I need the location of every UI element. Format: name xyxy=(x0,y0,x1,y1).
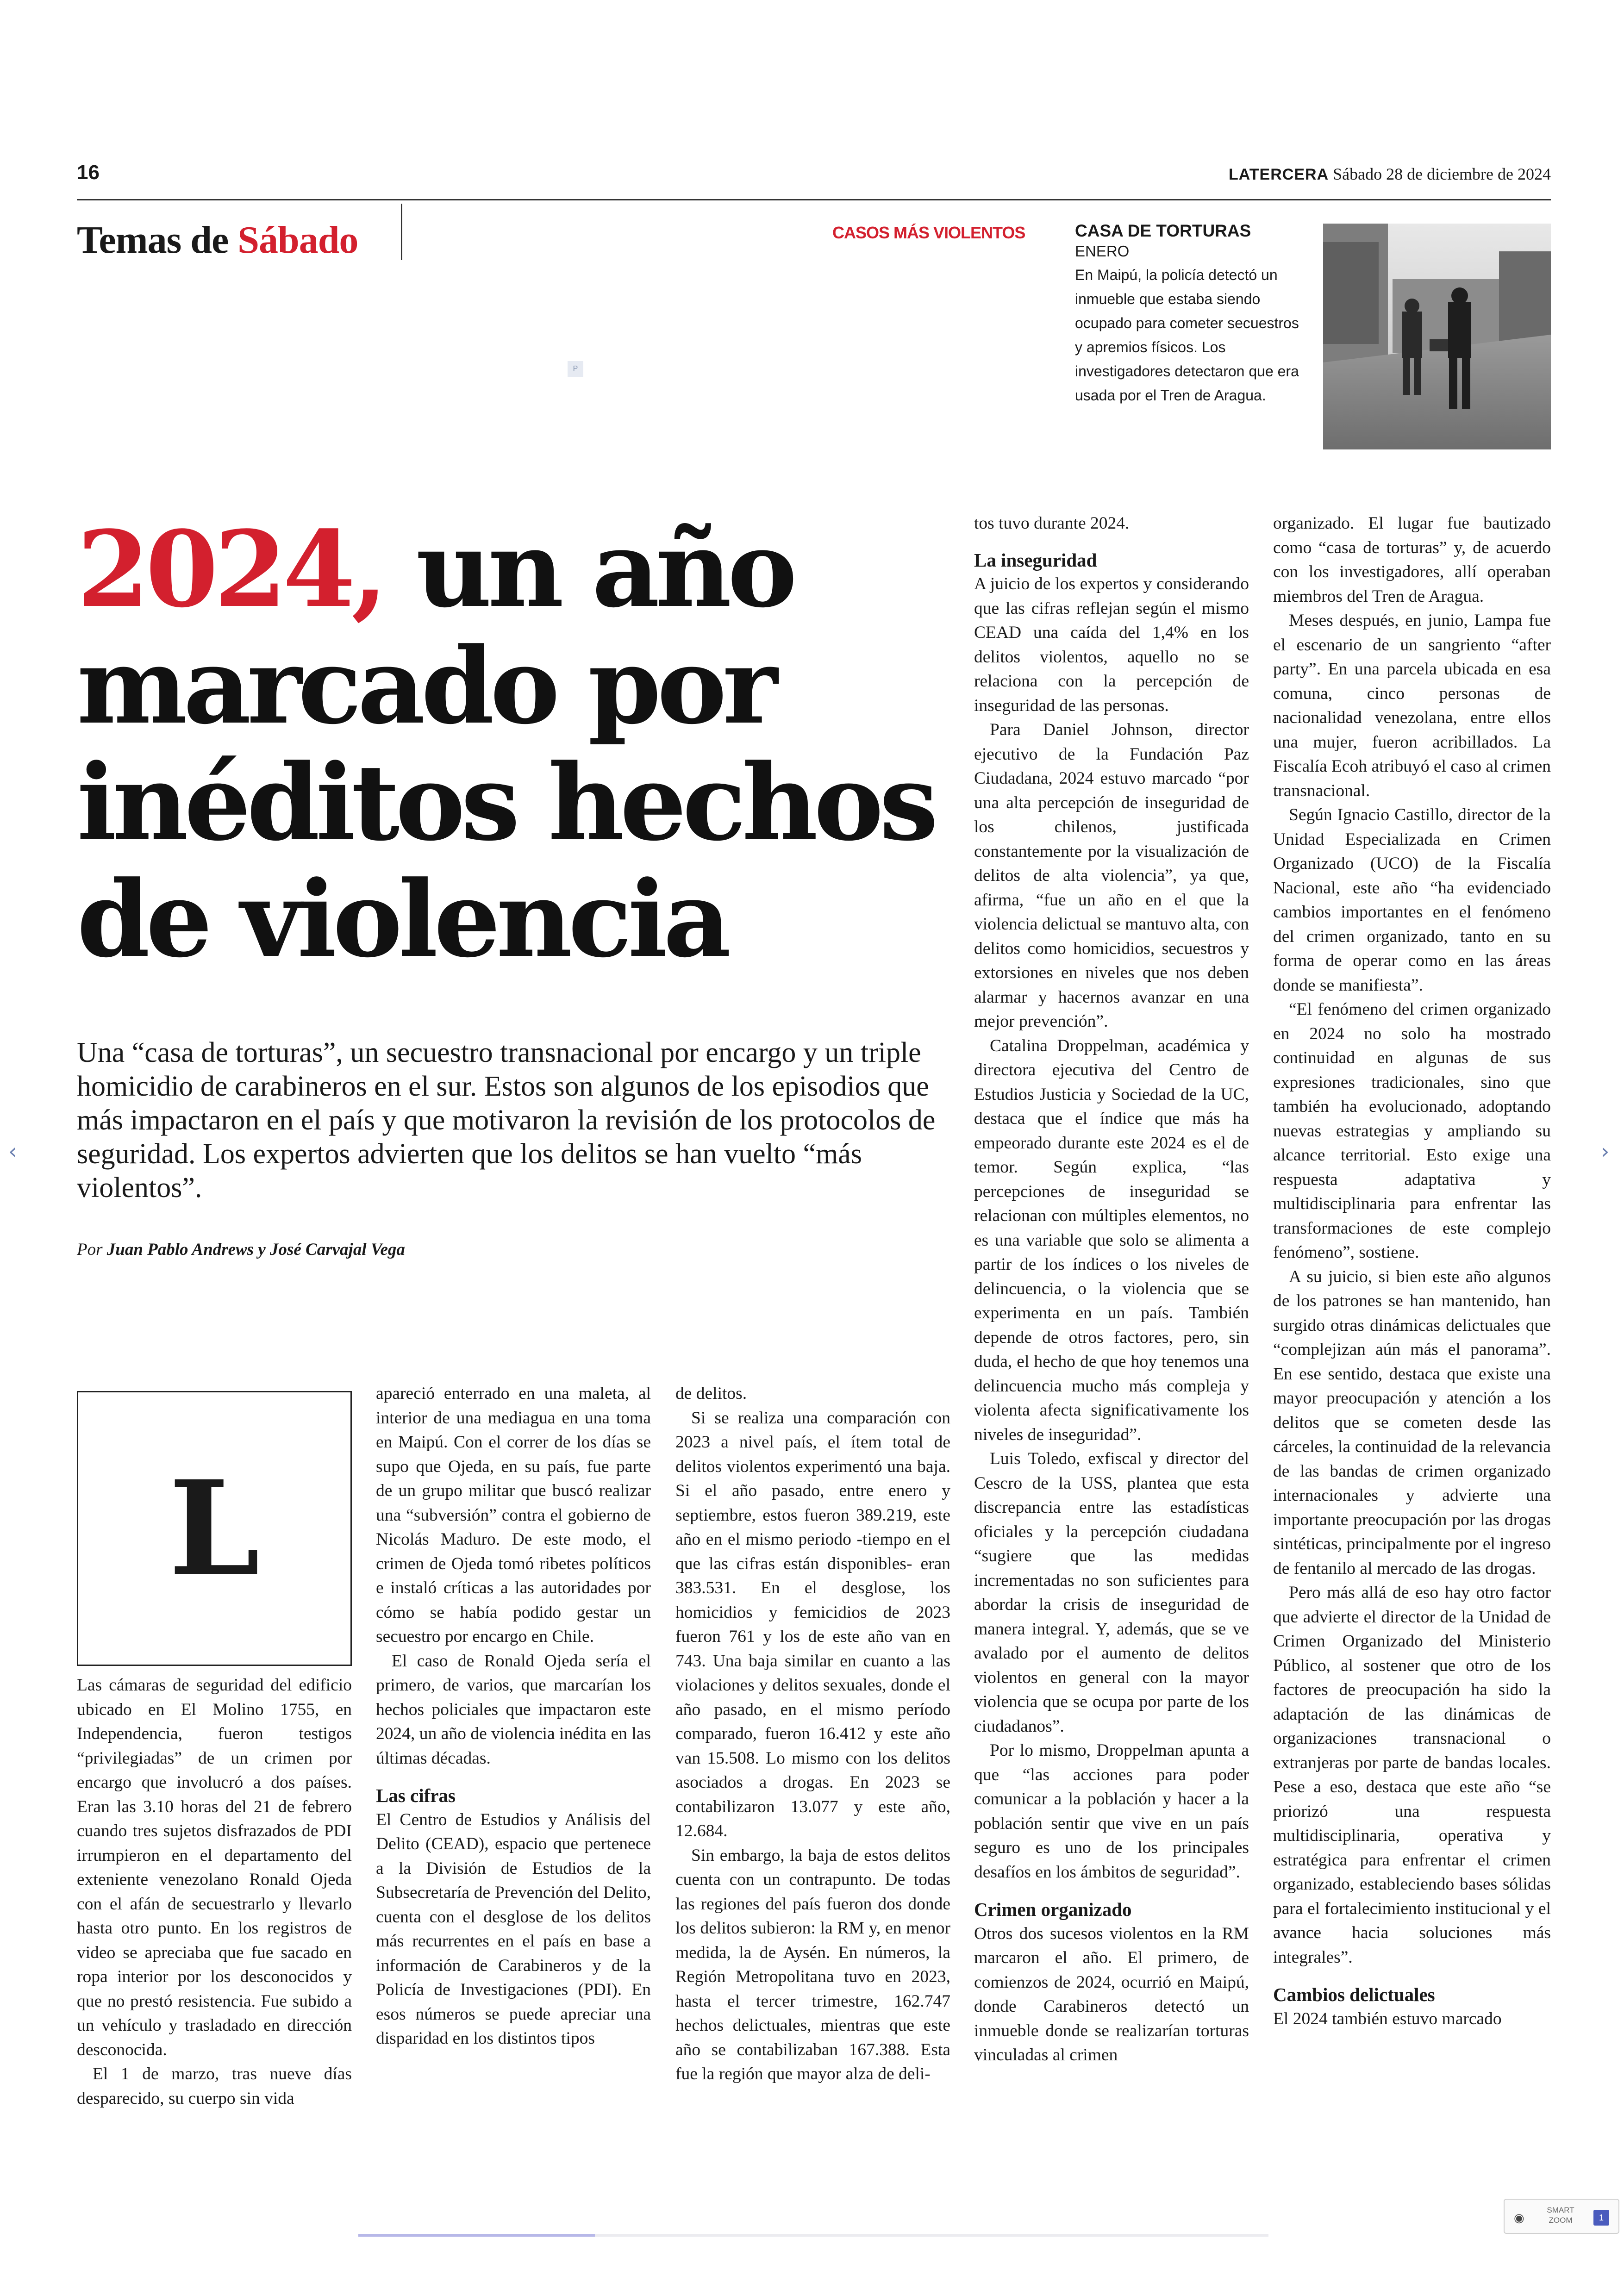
eye-icon: ◉ xyxy=(1514,2211,1524,2225)
paragraph: “El fenómeno del crimen organizado en 2024 no solo ha mostrado continuidad en algunas de sus expresiones tradicionales, sino que también ha evolucionado, adoptando nuevas estrategias y ampliando su alcance territorial. Esto exige una respuesta adaptativa y multidisciplinaria para enfrentar las transformaciones de este complejo fenómeno”, sostiene. xyxy=(1273,1000,1551,1262)
section-title-part1: Temas de xyxy=(77,218,229,262)
section-title xyxy=(77,218,358,262)
article-column-1 xyxy=(77,1673,352,2111)
paragraph: Meses después, en junio, Lampa fue el escenario de un sangriento “after party”. En una parcela ubicada en esa comuna, cinco personas de nacionalidad venezolana, entre ellos una mujer, fueron acribillados. La Fiscalía Ecoh atribuyó el caso al crimen transnacional. xyxy=(1273,611,1551,800)
smart-zoom-label xyxy=(1540,2205,1581,2226)
article-column-2 xyxy=(376,1382,651,2051)
police-photo xyxy=(1323,224,1551,449)
article-column-4 xyxy=(974,511,1249,2068)
paragraph: Las cámaras de seguridad del edificio ubicado en El Molino 1755, en Independencia, fueron testigos “privilegiadas” de un crimen por encargo que involucró a dos países. Eran las 3.10 horas del 21 de febrero cuando tres sujetos disfrazados de PDI irrumpieron en el departamento del exteniente venezolano Ronald Ojeda con el afán de secuestrarlo y llevarlo hasta otro punto. En los registros de video se apreciaba que fue sacado en ropa interior por los desconocidos y que no prestó resistencia. Fue subido a un vehículo y trasladado en dirección desconocida. xyxy=(77,1676,352,2059)
smart-zoom-label-line1: SMART xyxy=(1547,2206,1574,2214)
paragraph: Para Daniel Johnson, director ejecutivo de la Fundación Paz Ciudadana, 2024 estuvo marcado “por una alta percepción de inseguridad de los chilenos, justificada constantemente por la visualización de delitos de alta violencia”, ya que, afirma, “fue un año en el que la violencia delictual se mantuvo alta, con delitos como homicidios, secuestros y extorsiones en niveles que nos deben alarmar y hacernos avanzar en una mejor prevención”. xyxy=(974,720,1249,1031)
byline-prefix: Por xyxy=(77,1240,103,1259)
sidebar-photo xyxy=(1323,224,1551,449)
subheading-crimen-organizado: Crimen organizado xyxy=(974,1899,1132,1920)
paragraph: A juicio de los expertos y considerando que las cifras reflejan según el mismo CEAD una caída del 1,4% en los delitos violentos, aquello no se relaciona con la percepción de inseguridad de las personas. xyxy=(974,574,1249,715)
paragraph: Catalina Droppelman, académica y directora ejecutiva del Centro de Estudios Justicia y Sociedad de la UC, destaca que el índice que más ha empeorado durante este 2024 es el de temor. Según explica, “las percepciones de inseguridad se relacionan con múltiples elementos, no es una variable que solo se alimenta a partir de los índices o los niveles de delincuencia, o la violencia que se experimenta en un país. También depende de otros factores, pero, sin duda, el hecho de que hoy tenemos una delincuencia mucho más compleja y violenta afecta significativamente los niveles de inseguridad”. xyxy=(974,1036,1249,1444)
zoom-page-badge: 1 xyxy=(1593,2210,1609,2226)
smart-zoom-label-line2: ZOOM xyxy=(1549,2216,1573,2225)
paragraph: El 1 de marzo, tras nueve días desparecido, su cuerpo sin vida xyxy=(77,2064,352,2108)
paragraph: El 2024 también estuvo marcado xyxy=(1273,2009,1502,2028)
sidebar-text: En Maipú, la policía detectó un inmueble que estaba siendo ocupado para cometer secuestros y apremios físicos. Los investigadores detectaron que era usada por el Tren de Aragua. xyxy=(1075,267,1299,404)
paragraph: A su juicio, si bien este año algunos de los patrones se han mantenido, han surgido otras dinámicas delictuales que “complejizan aún más el panorama”. En ese sentido, destaca que existe una mayor preocupación y atención a los delitos que se cometen desde las cárceles, la continuidad de la relevancia de las bandas de crimen organizado internacionales y advierte una importante preocupación por las drogas sintéticas, principalmente por el ingreso de fentanilo al mercado de las drogas. xyxy=(1273,1267,1551,1578)
page-marker-icon[interactable]: P xyxy=(568,361,583,377)
sidebar-title: CASA DE TORTURAS xyxy=(1075,221,1251,240)
next-page-icon[interactable]: › xyxy=(1601,1139,1610,1164)
byline-authors: Juan Pablo Andrews y José Carvajal Vega xyxy=(106,1240,405,1259)
subheading-las-cifras: Las cifras xyxy=(376,1785,456,1806)
previous-page-icon[interactable]: ‹ xyxy=(8,1139,17,1164)
newspaper-brand: LATERCERA xyxy=(1228,166,1329,183)
paragraph: apareció enterrado en una maleta, al interior de una mediagua en una toma en Maipú. Con el correr de los días se supo que Ojeda, en su país, fue parte de un grupo militar que buscó realizar una “subversión” contra el gobierno de Nicolás Maduro. De este modo, el crimen de Ojeda tomó ribetes políticos e instaló críticas a las autoridades por cómo se había podido gestar un secuestro por encargo en Chile. xyxy=(376,1384,651,1646)
issue-date: Sábado 28 de diciembre de 2024 xyxy=(1333,165,1551,183)
paragraph: Por lo mismo, Droppelman apunta a que “las acciones para poder comunicar a la población y hacer a la población sentir que vive en un país seguro es uno de los principales desafíos en los ámbitos de seguridad”. xyxy=(974,1741,1249,1882)
section-title-part2: Sábado xyxy=(237,218,358,262)
article-headline xyxy=(77,508,956,981)
paragraph: de delitos. xyxy=(675,1384,747,1403)
byline xyxy=(77,1240,405,1260)
sidebar-tag: CASOS MÁS VIOLENTOS xyxy=(832,223,1025,242)
paragraph: Pero más allá de eso hay otro factor que advierte el director de la Unidad de Crimen Organizado del Ministerio Público, al sostener que otro de los factores de preocupación ha sido la adaptación de las dinámicas de organizaciones transnacional o extranjeras por parte de bandas locales. Pese a eso, destaca que este año “se priorizó una respuesta multidisciplinaria, operativa y estratégica para enfrentar el crimen organizado, estableciendo bases sólidas para el fortalecimiento institucional y el avance hacia soluciones más integrales”. xyxy=(1273,1583,1551,1967)
page-number: 16 xyxy=(77,161,100,184)
paragraph: El Centro de Estudios y Análisis del Delito (CEAD), espacio que pertenece a la División de Estudios de la Subsecretaría de Prevención del Delito, cuenta con el desglose de los delitos más recurrentes en el país en base a información de Carabineros y de la Policía de Investigaciones (PDI). En esos números se puede apreciar una disparidad en los distintos tipos xyxy=(376,1810,651,2048)
paragraph: Sin embargo, la baja de estos delitos cuenta con un contrapunto. De todas las regiones del país fueron dos donde los delitos subieron: la RM y, en menor medida, la de Aysén. En números, la Región Metropolitana tuvo en 2023, hasta el tercer trimestre, 162.747 hechos delictuales, mientras que este año se contabilizaban 167.388. Esta fue la región que mayor alza de deli- xyxy=(675,1846,950,2083)
section-divider xyxy=(401,204,402,260)
smart-zoom-button[interactable] xyxy=(1504,2199,1619,2234)
subheading-cambios-delictuales: Cambios delictuales xyxy=(1273,1984,1435,2005)
article-lede: Una “casa de torturas”, un secuestro transnacional por encargo y un triple homicidio de carabineros en el sur. Estos son algunos de los episodios que más impactaron en el país y que motivaron la revisión de los protocolos de seguridad. Los expertos advierten que los delitos se han vuelto “más violentos”. xyxy=(77,1037,936,1204)
paragraph: El caso de Ronald Ojeda sería el primero, de varios, que marcarían los hechos policiales que impactaron este 2024, un año de violencia inédita en las últimas décadas. xyxy=(376,1651,651,1768)
paragraph: tos tuvo durante 2024. xyxy=(974,514,1130,533)
paragraph: Luis Toledo, exfiscal y director del Cescro de la USS, plantea que esta discrepancia entre las estadísticas oficiales y la percepción ciudadana “sugiere que las medidas incrementadas no son suficientes para abordar la crisis de inseguridad de manera integral. Y, además, que se ve avalado por el aumento de delitos violentos en general con la mayor violencia que se ocupa por parte de los ciudadanos”. xyxy=(974,1449,1249,1736)
paragraph: Otros dos sucesos violentos en la RM marcaron el año. El primero, de comienzos de 2024, ocurrió en Maipú, donde Carabineros detectó un inmueble donde se realizarían torturas vinculadas al crimen xyxy=(974,1924,1249,2064)
article-column-3 xyxy=(675,1382,950,2087)
article-column-5 xyxy=(1273,511,1551,2031)
sidebar-month: ENERO xyxy=(1075,243,1130,260)
headline-text: un año marcado por inéditos hechos de violencia xyxy=(77,508,934,981)
paragraph: Según Ignacio Castillo, director de la Unidad Especializada en Crimen Organizado (UCO) de la Fiscalía Nacional, este año “ha evidenciado cambios importantes en el fenómeno del crimen organizado, tanto en su forma de operar como en las áreas donde se manifiesta”. xyxy=(1273,805,1551,995)
subheading-la-inseguridad: La inseguridad xyxy=(974,549,1097,571)
sidebar-teaser xyxy=(1075,221,1306,407)
drop-cap: L xyxy=(77,1391,352,1666)
masthead xyxy=(1229,164,1551,184)
headline-year: 2024, xyxy=(77,508,384,631)
page-progress-fill xyxy=(358,2234,595,2237)
paragraph: Si se realiza una comparación con 2023 a nivel país, el ítem total de delitos violentos experimentó una baja. Si el año pasado, entre enero y septiembre, estos fueron 389.219, este año en el mismo periodo -tiempo en el que las cifras están disponibles- eran 383.531. En el desglose, los homicidios y femicidios de 2023 fueron 761 y los de este año van en 743. Una baja similar en cuanto a las violaciones y delitos sexuales, donde el año pasado, en el mismo período comparado, fueron 16.412 y este año van 15.508. Lo mismo con los delitos asociados a drogas. En 2023 se contabilizaron 13.077 y este año, 12.684. xyxy=(675,1408,950,1840)
paragraph: organizado. El lugar fue bautizado como “casa de torturas” y, de acuerdo con los investigadores, allí operaban miembros del Tren de Aragua. xyxy=(1273,514,1551,606)
header-rule xyxy=(77,199,1551,200)
